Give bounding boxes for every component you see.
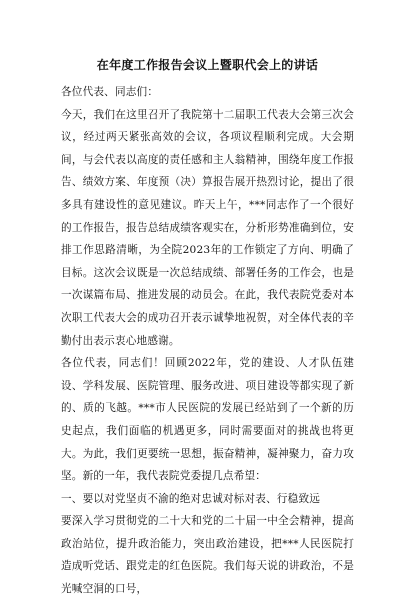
section-heading-1: 一、要以对党坚贞不渝的绝对忠诚对标对表、行稳致远 — [61, 492, 321, 505]
review-paragraph: 各位代表，同志们！回顾2022年，党的建设、人才队伍建设、学科发展、医院管理、服务改进、项目建设等都实现了新的、质的飞越。***市人民医院的发展已经站到了一个新的历史起点，我们面临的机遇更多，同时需要面对的挑战也将更大。为此，我们更要统一思想，振奋精神，凝神聚力，奋力攻坚。新的一年，我代表院党委提几点希望： — [61, 357, 354, 483]
section-1-paragraph: 要深入学习贯彻党的二十大和党的二十届一中全会精神，提高政治站位，提升政治能力，突出政治建设，把***人民医院打造成听党话、跟党走的红色医院。我们每天说的讲政治，不是光喊空洞的口号， — [61, 515, 354, 596]
salutation-paragraph: 各位代表、同志们： — [61, 86, 159, 98]
document-title: 在年度工作报告会议上暨职代会上的讲话 — [96, 58, 319, 72]
opening-paragraph: 今天，我们在这里召开了我院第十二届职工代表大会第三次会议，经过两天紧张高效的会议，各项议程顺利完成。大会期间，与会代表以高度的责任感和主人翁精神，围绕年度工作报告、绩效方案、年度预（决）算报告展开热烈讨论，提出了很多具有建设性的意见建议。昨天上午，***同志作了一个很好的工作报告，报告总结成绩客观实在，分析形势准确到位，安排工作思路清晰，为全院2023年的工作锁定了方向、明确了目标。这次会议既是一次总结成绩、部署任务的工作会，也是一次谋篇布局、推进发展的动员会。在此，我代表院党委对本次职工代表大会的成功召开表示诚挚地祝贺，对全体代表的辛勤付出表示衷心地感谢。 — [61, 108, 354, 347]
